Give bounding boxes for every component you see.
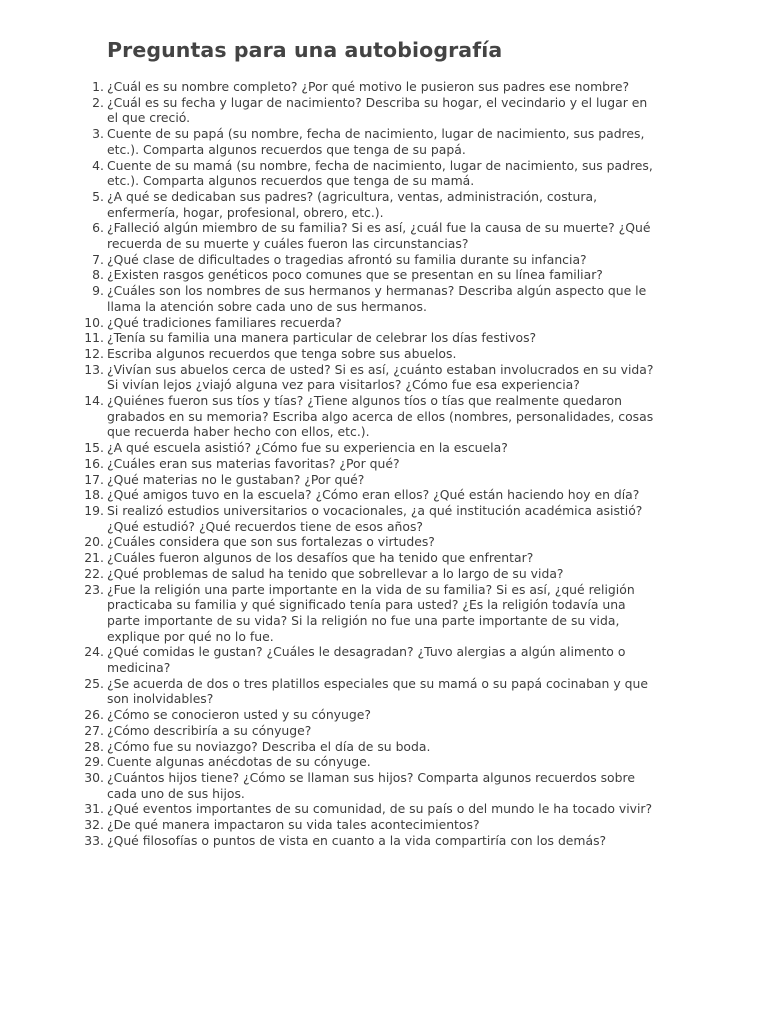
question-text: ¿Cuáles eran sus materias favoritas? ¿Por qué? (107, 455, 400, 471)
list-item (0, 189, 660, 220)
question-text: ¿Qué tradiciones familiares recuerda? (107, 314, 342, 330)
question-text: Si realizó estudios universitarios o vocacionales, ¿a qué institución académica asistió? ¿Qué estudió? ¿Qué recuerdos tiene de esos años? (107, 502, 643, 534)
question-number: 14. (84, 393, 104, 409)
question-number: 2. (92, 94, 104, 110)
list-item (0, 723, 660, 739)
list-item (0, 707, 660, 723)
question-number: 20. (84, 534, 104, 550)
list-item (0, 503, 660, 534)
question-text: Cuente de su mamá (su nombre, fecha de nacimiento, lugar de nacimiento, sus padres, etc.). Comparta algunos recuerdos que tenga de su mamá. (107, 157, 653, 189)
question-text: ¿Qué materias no le gustaban? ¿Por qué? (107, 471, 365, 487)
list-item (0, 220, 660, 251)
list-item (0, 315, 660, 331)
question-text: Escriba algunos recuerdos que tenga sobre sus abuelos. (107, 345, 457, 361)
question-number: 27. (84, 722, 104, 738)
question-text: Cuente algunas anécdotas de su cónyuge. (107, 754, 371, 770)
question-text: ¿Qué amigos tuvo en la escuela? ¿Cómo eran ellos? ¿Qué están haciendo hoy en día? (107, 487, 640, 503)
question-number: 1. (92, 79, 104, 94)
question-number: 32. (84, 817, 104, 833)
question-number: 22. (84, 565, 104, 581)
list-item (0, 739, 660, 755)
question-number: 21. (84, 550, 104, 566)
list-item (0, 472, 660, 488)
list-item (0, 252, 660, 268)
question-text: ¿Cómo describiría a su cónyuge? (107, 722, 312, 738)
question-number: 28. (84, 738, 104, 754)
question-number: 16. (84, 455, 104, 471)
question-text: ¿Fue la religión una parte importante en la vida de su familia? Si es así, ¿qué religión practicaba su familia y qué significado tenía para usted? ¿Es la religión todavía una parte importante de su vida? Si la religión no fue una parte importante de su vida, explique por qué no lo fue. (107, 581, 635, 644)
question-text: ¿Cómo se conocieron usted y su cónyuge? (107, 707, 371, 723)
question-text: ¿Falleció algún miembro de su familia? Si es así, ¿cuál fue la causa de su muerte? ¿Qué recuerda de su muerte y cuáles fueron las circunstancias? (107, 220, 651, 252)
list-item (0, 550, 660, 566)
question-number: 18. (84, 487, 104, 503)
question-number: 5. (92, 188, 104, 204)
list-item (0, 283, 660, 314)
question-number: 25. (84, 675, 104, 691)
list-item (0, 817, 660, 833)
question-text: ¿Tenía su familia una manera particular de celebrar los días festivos? (107, 330, 537, 346)
question-number: 8. (92, 267, 104, 283)
question-number: 31. (84, 801, 104, 817)
question-list (0, 79, 768, 848)
list-item (0, 676, 660, 707)
list-item (0, 346, 660, 362)
question-text: ¿Se acuerda de dos o tres platillos especiales que su mamá o su papá cocinaban y que son inolvidables? (107, 675, 648, 707)
question-number: 11. (84, 330, 104, 346)
question-text: ¿Cuál es su fecha y lugar de nacimiento? Describa su hogar, el vecindario y el lugar en el que creció. (107, 94, 648, 126)
question-number: 26. (84, 707, 104, 723)
list-item (0, 566, 660, 582)
question-text: ¿Existen rasgos genéticos poco comunes que se presentan en su línea familiar? (107, 267, 603, 283)
question-number: 6. (92, 220, 104, 236)
question-number: 23. (84, 581, 104, 597)
question-text: ¿De qué manera impactaron su vida tales acontecimientos? (107, 817, 480, 833)
question-number: 7. (92, 251, 104, 267)
question-number: 33. (84, 832, 104, 848)
question-number: 12. (84, 345, 104, 361)
question-text: ¿Vivían sus abuelos cerca de usted? Si es así, ¿cuánto estaban involucrados en su vida? Si vivían lejos ¿viajó alguna vez para visitarlos? ¿Cómo fue esa experiencia? (107, 361, 654, 393)
list-item (0, 79, 660, 95)
question-number: 19. (84, 502, 104, 518)
list-item (0, 582, 660, 645)
list-item (0, 158, 660, 189)
question-text: ¿Qué clase de dificultades o tragedias afrontó su familia durante su infancia? (107, 251, 587, 267)
question-number: 9. (92, 283, 104, 299)
list-item (0, 456, 660, 472)
question-text: ¿Qué problemas de salud ha tenido que sobrellevar a lo largo de su vida? (107, 565, 564, 581)
question-text: ¿Qué comidas le gustan? ¿Cuáles le desagradan? ¿Tuvo alergias a algún alimento o medicina? (107, 644, 626, 676)
question-number: 10. (84, 314, 104, 330)
list-item (0, 440, 660, 456)
question-text: ¿Cuáles fueron algunos de los desafíos que ha tenido que enfrentar? (107, 550, 534, 566)
list-item (0, 487, 660, 503)
question-text: ¿Qué filosofías o puntos de vista en cuanto a la vida compartiría con los demás? (107, 832, 607, 848)
list-item (0, 801, 660, 817)
question-text: ¿A qué escuela asistió? ¿Cómo fue su experiencia en la escuela? (107, 440, 508, 456)
question-text: ¿Cuáles son los nombres de sus hermanos y hermanas? Describa algún aspecto que le llama la atención sobre cada uno de sus hermanos. (107, 283, 647, 314)
page-title: Preguntas para una autobiografía (107, 38, 503, 62)
list-item (0, 95, 660, 126)
question-text: ¿Cuántos hijos tiene? ¿Cómo se llaman sus hijos? Comparta algunos recuerdos sobre cada uno de sus hijos. (107, 769, 635, 801)
question-number: 4. (92, 157, 104, 173)
question-text: Cuente de su papá (su nombre, fecha de nacimiento, lugar de nacimiento, sus padres, etc.). Comparta algunos recuerdos que tenga de su papá. (107, 126, 645, 157)
question-number: 17. (84, 471, 104, 487)
question-number: 15. (84, 440, 104, 456)
question-text: ¿Qué eventos importantes de su comunidad, de su país o del mundo le ha tocado vivir? (107, 801, 653, 817)
list-item (0, 362, 660, 393)
question-text: ¿Cómo fue su noviazgo? Describa el día de su boda. (107, 738, 431, 754)
list-item (0, 833, 660, 849)
question-number: 30. (84, 769, 104, 785)
question-number: 24. (84, 644, 104, 660)
list-item (0, 393, 660, 440)
question-text: ¿Cuáles considera que son sus fortalezas o virtudes? (107, 534, 435, 550)
list-item (0, 267, 660, 283)
question-text: ¿Quiénes fueron sus tíos y tías? ¿Tiene algunos tíos o tías que realmente quedaron grabados en su memoria? Escriba algo acerca de ellos (nombres, personalidades, cosas que recuerda haber hecho con ellos, etc.). (107, 393, 654, 440)
question-text: ¿A qué se dedicaban sus padres? (agricultura, ventas, administración, costura, enfermería, hogar, profesional, obrero, etc.). (107, 188, 598, 220)
question-number: 13. (84, 361, 104, 377)
list-item (0, 330, 660, 346)
list-item (0, 754, 660, 770)
question-number: 3. (92, 126, 104, 142)
list-item (0, 770, 660, 801)
question-text: ¿Cuál es su nombre completo? ¿Por qué motivo le pusieron sus padres ese nombre? (107, 79, 630, 94)
question-number: 29. (84, 754, 104, 770)
list-item (0, 534, 660, 550)
list-item (0, 126, 660, 157)
list-item (0, 644, 660, 675)
